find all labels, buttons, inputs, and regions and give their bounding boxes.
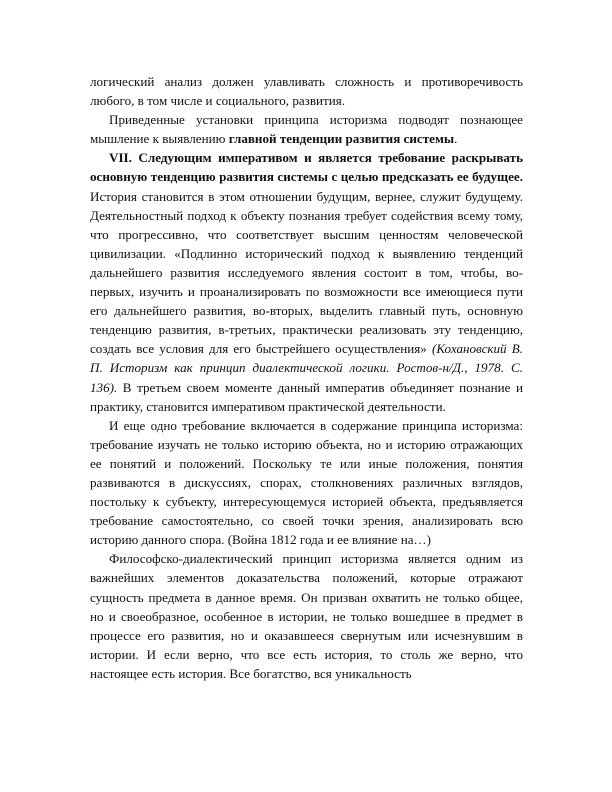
paragraph-1 [90,72,523,110]
paragraph-2 [90,110,523,148]
paragraph-3-citation: (Кохановский В. П. Историзм как принцип диалектической логики. Ростов-н/Д., 1978. С. 136). [90,341,523,395]
paragraph-3-heading: VII. Следующим императивом и является требование раскрывать основную тенденцию развития системы с целью предсказать ее будущее. [90,150,523,185]
paragraph-4-text: И еще одно требование включается в содержание принципа историзма: требование изучать не только историю объекта, но и историю отражающих ее понятий и положений. Поскольку те или иные положения, понятия развиваются в дискуссиях, спорах, столкновениях различных взглядов, постольку к субъекту, интересующемуся историей объекта, предъявляется требование самостоятельно, со своей точки зрения, анализировать всю историю данного спора. (Война 1812 года и ее влияние на…) [90,417,523,548]
paragraph-2-text: Приведенные установки принципа историзма подводят познающее мышление к выявлению [90,112,523,147]
paragraph-3 [90,148,523,415]
paragraph-2-bold-term: главной тенденции развития системы [228,131,455,147]
paragraph-1-text: логический анализ должен улавливать сложность и противоречивость любого, в том числе и социального, развития. [90,74,523,109]
paragraph-4 [90,416,523,550]
paragraph-5-text: Философско-диалектический принцип историзма является одним из важнейших элементов доказательства положений, которые отражают сущность предмета в данное время. Он призван охватить не только общее, но и своеобразное, особенное в истории, не только вошедшее в предмет в процессе его развития, но и оказавшееся свернутым или исчезнувшим в истории. И если верно, что все есть история, то столь же верно, что настоящее есть история. Все богатство, вся уникальность [90,551,523,681]
paragraph-2-end: . [454,131,458,147]
paragraph-5 [90,549,523,683]
paragraph-3-text-end: В третьем своем моменте данный императив объединяет познание и практику, становится императивом практической деятельности. [90,379,523,414]
paragraph-3-text: История становится в этом отношении будущим, вернее, служит будущему. Деятельностный подход к объекту познания требует содействия всему тому, что прогрессивно, что соответствует высшим ценностям человеческой цивилизации. «Подлинно исторический подход к выявлению тенденций дальнейшего развития исследуемого явления состоит в том, чтобы, во-первых, изучить и проанализировать по возможности все имеющиеся пути его дальнейшего развития, во-вторых, выделить главный путь, основную тенденцию развития, в-третьих, практически реализовать эту тенденцию, создать все условия для его быстрейшего осуществления» [90,188,523,357]
body-text [90,72,523,683]
